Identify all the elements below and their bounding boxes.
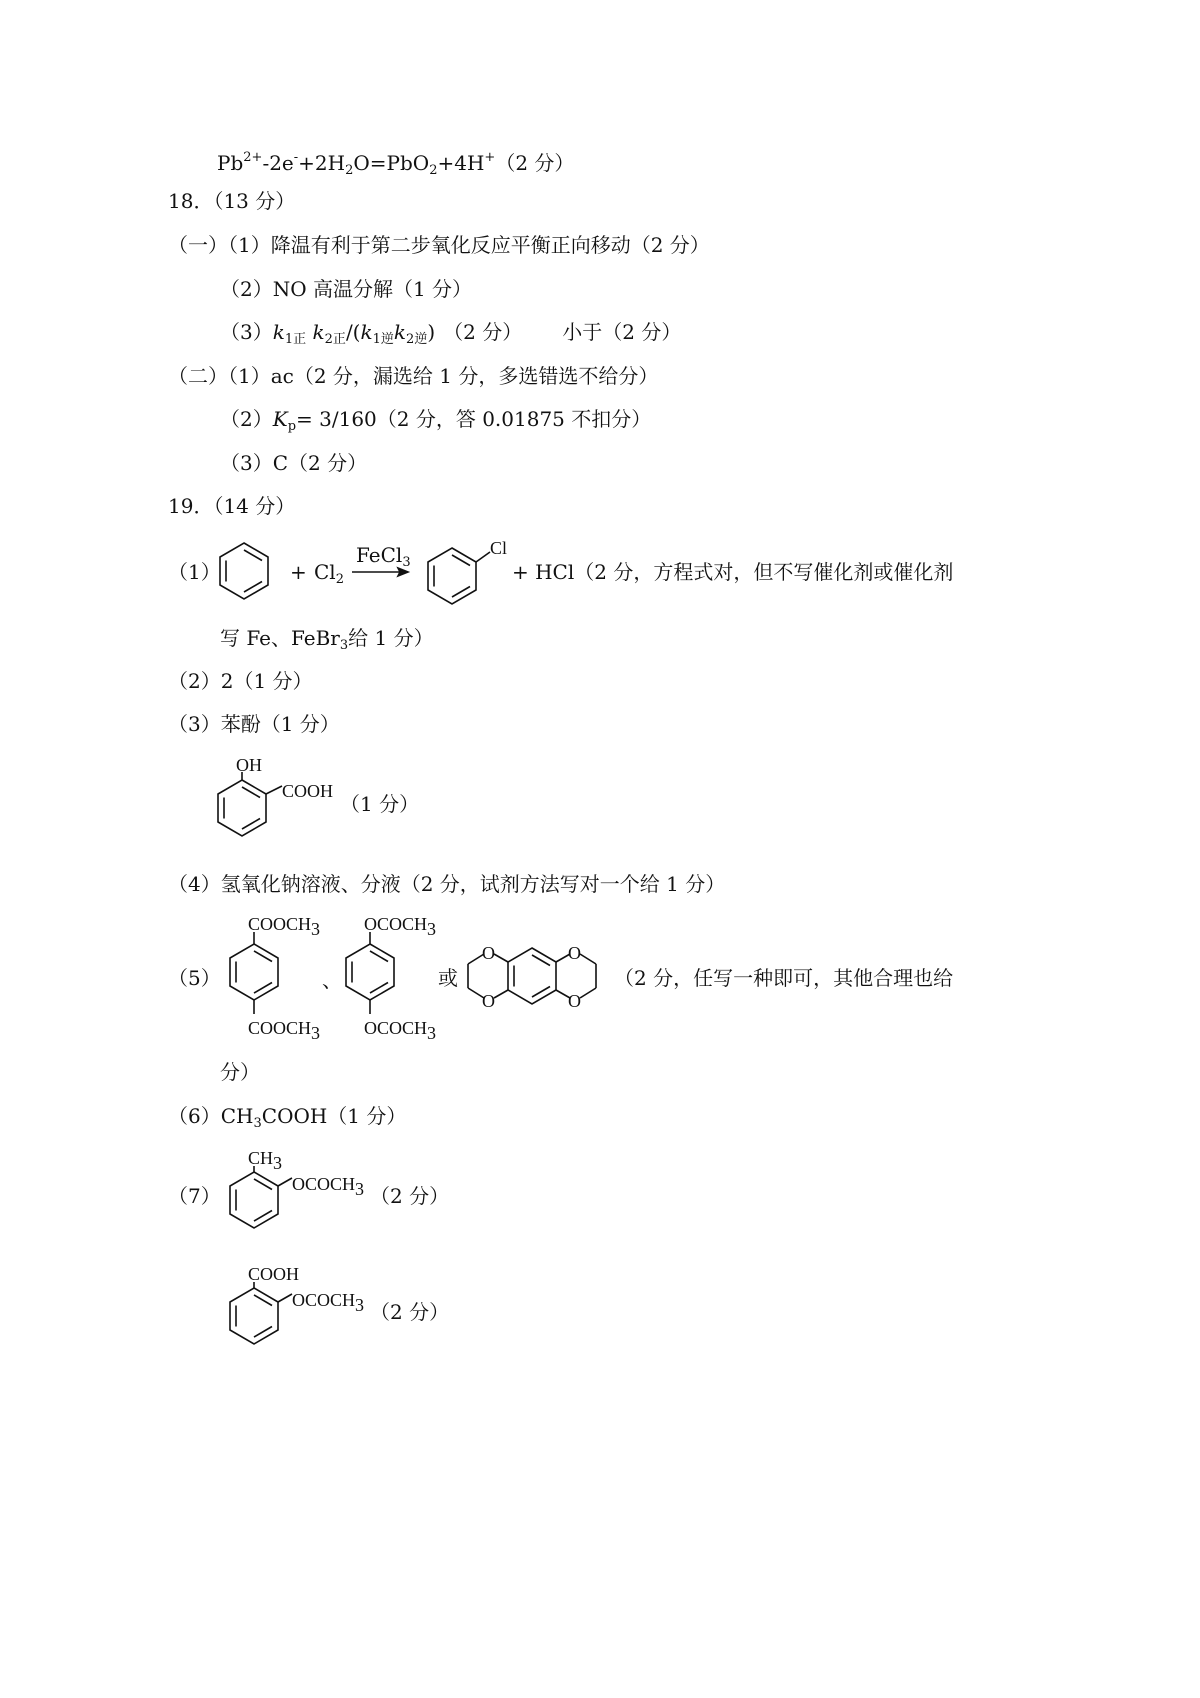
svg-text:OCOCH3: OCOCH3 — [292, 1174, 365, 1199]
q18-part1-line3: $(3)k_{1正}$ $k_{2正}/(k_{1逆}k_{2逆})$ （2 分） 小于（2 分） — [220, 320, 682, 347]
q18-part1-line2: （2）NO 高温分解（1 分） — [220, 277, 473, 301]
svg-text:COOCH3: COOCH3 — [248, 1018, 321, 1043]
svg-text:O: O — [482, 991, 495, 1011]
svg-text:O: O — [568, 943, 581, 963]
question-18-header: 18．（13 分） — [168, 189, 296, 213]
svg-text:O: O — [482, 943, 495, 963]
q19-p3: （3）苯酚（1 分） — [168, 712, 340, 736]
svg-text:OCOCH3: OCOCH3 — [364, 914, 437, 939]
q19-p5-num: （5） — [168, 966, 221, 990]
tricyclic-dioxane-structure — [458, 932, 608, 1018]
q19-p1-catalyst: FeCl$_3$ — [356, 543, 411, 570]
q19-p5-or: 或 — [438, 966, 458, 990]
q19-p7-score1: （2 分） — [370, 1184, 450, 1208]
q19-p6: $(6)CH_3COOH(1$ 分） — [168, 1104, 407, 1131]
q19-p1-line2: 写 Fe、FeBr$_3$给 1 分） — [220, 626, 434, 653]
q19-p3-struct-score: （1 分） — [340, 792, 420, 816]
salicylic-acid-structure — [210, 756, 350, 848]
svg-text:CH3: CH3 — [248, 1148, 283, 1173]
q18-part1-line1: （一）（1）降温有利于第二步氧化反应平衡正向移动（2 分） — [168, 233, 710, 257]
q19-p1-plus: + — [290, 560, 307, 584]
svg-text:OCOCH3: OCOCH3 — [292, 1290, 365, 1315]
chlorobenzene-structure — [424, 536, 524, 606]
q19-p4: （4）氢氧化钠溶液、分液（2 分，试剂方法写对一个给 1 分） — [168, 872, 726, 896]
o-cresyl-acetate-structure — [220, 1148, 380, 1242]
reaction-arrow-icon — [350, 566, 410, 578]
q18-part2-line3: （3）C（2 分） — [220, 451, 368, 475]
hydroquinone-diacetate-structure — [342, 910, 452, 1046]
question-19-header: 19．（14 分） — [168, 494, 296, 518]
svg-text:COOCH3: COOCH3 — [248, 914, 321, 939]
svg-text:COOH: COOH — [282, 781, 334, 801]
svg-text:COOH: COOH — [248, 1264, 300, 1284]
q19-p5-separator: 、 — [322, 968, 342, 992]
q19-p7-num: （7） — [168, 1184, 221, 1208]
pb-half-reaction: $Pb^{2+}-2e^-+2H_2O=PbO_2+4H^+(2$ 分） — [217, 150, 575, 178]
svg-text:O: O — [568, 991, 581, 1011]
q19-p7-score2: （2 分） — [370, 1300, 450, 1324]
svg-text:OCOCH3: OCOCH3 — [364, 1018, 437, 1043]
q18-part2-line2: $(2)K_p= 3/160(2$ 分，答 0.01875 不扣分） — [220, 407, 652, 434]
q18-part2-line1: （二）（1）ac（2 分，漏选给 1 分，多选错选不给分） — [168, 364, 659, 388]
svg-text:OH: OH — [236, 755, 262, 775]
q19-p2: （2）2（1 分） — [168, 669, 313, 693]
q19-p1-num: （1） — [168, 560, 221, 584]
q19-p1-tail: + HCl（2 分，方程式对，但不写催化剂或催化剂 — [512, 560, 954, 584]
q19-p5-tail: （2 分，任写一种即可，其他合理也给 — [614, 966, 954, 990]
q19-p1-cl2: $Cl_2$ — [314, 560, 344, 587]
q19-p5-cont: 分） — [220, 1060, 260, 1084]
chlorine-label: Cl — [490, 538, 508, 558]
benzene-structure — [216, 540, 272, 602]
aspirin-structure — [220, 1264, 380, 1358]
